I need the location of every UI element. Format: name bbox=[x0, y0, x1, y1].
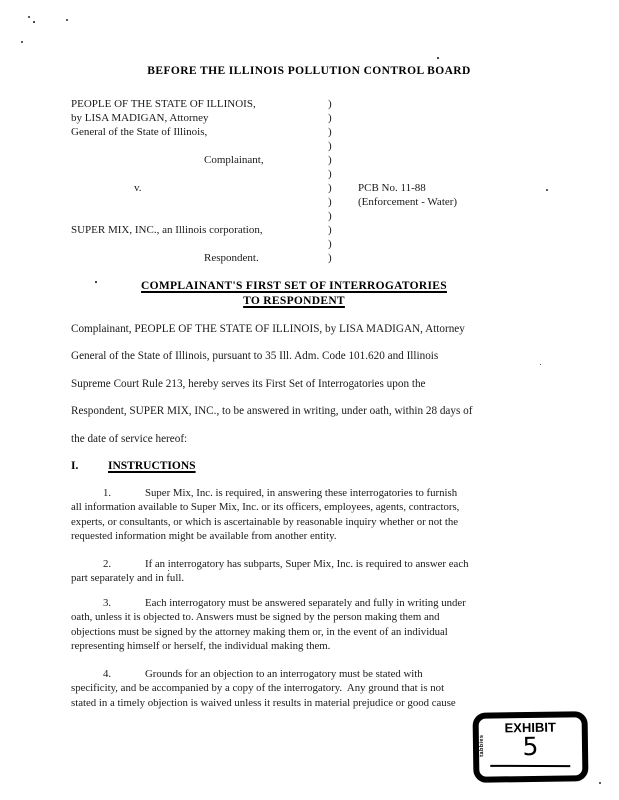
opening-paragraph bbox=[71, 316, 599, 453]
section-heading-instructions bbox=[71, 460, 196, 472]
caption-row bbox=[71, 181, 579, 195]
caption-paren: ) bbox=[328, 210, 332, 222]
caption-row bbox=[71, 139, 579, 153]
instruction-line: Super Mix, Inc. is required, in answering these interrogatories to furnish bbox=[145, 487, 458, 499]
instruction-line: requested information might be available from another entity. bbox=[71, 530, 337, 543]
instruction-paragraph-2 bbox=[71, 557, 599, 586]
exhibit-brand-text: tabbies bbox=[478, 734, 486, 757]
opening-line: Supreme Court Rule 213, hereby serves its First Set of Interrogatories upon the bbox=[71, 377, 426, 390]
scan-noise bbox=[437, 57, 439, 59]
instruction-line: representing himself or herself, the individual making them. bbox=[71, 640, 331, 653]
caption-row bbox=[71, 153, 579, 167]
caption-row bbox=[71, 195, 579, 209]
respondent-role: Respondent. bbox=[204, 252, 259, 264]
caption-row bbox=[71, 167, 579, 181]
document-title-line2: TO RESPONDENT bbox=[243, 294, 345, 307]
instruction-line: objections must be signed by the attorney making them or, in the event of an individual bbox=[71, 625, 448, 638]
scan-noise bbox=[28, 16, 30, 18]
exhibit-number: 5 bbox=[522, 731, 539, 762]
instruction-paragraph-4 bbox=[71, 667, 599, 710]
opening-line: General of the State of Illinois, pursuant to 35 Ill. Adm. Code 101.620 and Illinois bbox=[71, 350, 439, 363]
complainant-name-line: General of the State of Illinois, bbox=[71, 126, 208, 138]
section-number: I. bbox=[71, 460, 79, 472]
instruction-line: oath, unless it is objected to. Answers must be signed by the person making them and bbox=[71, 611, 440, 624]
scan-noise bbox=[21, 41, 23, 43]
complainant-name-line: PEOPLE OF THE STATE OF ILLINOIS, bbox=[71, 98, 256, 110]
caption-paren: ) bbox=[328, 224, 332, 236]
scan-noise bbox=[66, 19, 68, 21]
instruction-line: Each interrogatory must be answered separately and fully in writing under bbox=[145, 597, 466, 609]
caption-row bbox=[71, 125, 579, 139]
instruction-line: all information available to Super Mix, Inc. or its officers, employees, agents, contractors, bbox=[71, 501, 460, 514]
case-caption bbox=[71, 97, 579, 265]
instruction-paragraph-1 bbox=[71, 486, 599, 544]
exhibit-stamp bbox=[473, 711, 589, 783]
document-title-line1: COMPLAINANT'S FIRST SET OF INTERROGATORIES bbox=[141, 280, 447, 292]
instruction-paragraph-3 bbox=[71, 596, 599, 654]
caption-paren: ) bbox=[328, 98, 332, 110]
caption-row bbox=[71, 209, 579, 223]
scan-noise bbox=[33, 21, 35, 23]
section-title: INSTRUCTIONS bbox=[108, 460, 196, 472]
complainant-role: Complainant, bbox=[204, 154, 264, 166]
caption-paren: ) bbox=[328, 252, 332, 264]
instruction-line: stated in a timely objection is waived unless it results in material prejudice or good cause bbox=[71, 696, 456, 709]
caption-row bbox=[71, 97, 579, 111]
paragraph-number: 2. bbox=[103, 558, 112, 570]
scan-noise bbox=[599, 782, 601, 784]
paragraph-number: 1. bbox=[103, 487, 112, 499]
opening-line: Complainant, PEOPLE OF THE STATE OF ILLINOIS, by LISA MADIGAN, Attorney bbox=[71, 323, 465, 335]
caption-row bbox=[71, 237, 579, 251]
case-type: (Enforcement - Water) bbox=[358, 196, 458, 208]
case-number: PCB No. 11-88 bbox=[358, 182, 426, 194]
instruction-line: part separately and in full. bbox=[71, 572, 185, 585]
caption-paren: ) bbox=[328, 126, 332, 138]
court-header: BEFORE THE ILLINOIS POLLUTION CONTROL BOARD bbox=[147, 65, 471, 77]
caption-row bbox=[71, 111, 579, 125]
paragraph-number: 3. bbox=[103, 597, 112, 609]
caption-paren: ) bbox=[328, 168, 332, 180]
exhibit-underline bbox=[490, 765, 570, 767]
caption-row bbox=[71, 223, 579, 237]
caption-row bbox=[71, 251, 579, 265]
caption-paren: ) bbox=[328, 196, 332, 208]
exhibit-label: EXHIBIT bbox=[504, 719, 556, 736]
opening-line: the date of service hereof: bbox=[71, 432, 188, 445]
caption-paren: ) bbox=[328, 238, 332, 250]
complainant-name-line: by LISA MADIGAN, Attorney bbox=[71, 112, 209, 124]
caption-paren: ) bbox=[328, 112, 332, 124]
respondent-name-line: SUPER MIX, INC., an Illinois corporation, bbox=[71, 224, 263, 236]
opening-line: Respondent, SUPER MIX, INC., to be answered in writing, under oath, within 28 days of bbox=[71, 405, 473, 418]
instruction-line: If an interrogatory has subparts, Super Mix, Inc. is required to answer each bbox=[145, 558, 469, 570]
paragraph-number: 4. bbox=[103, 668, 112, 680]
instruction-line: Grounds for an objection to an interrogatory must be stated with bbox=[145, 668, 423, 680]
instruction-line: specificity, and be accompanied by a copy of the interrogatory. Any ground that is not bbox=[71, 682, 445, 695]
caption-paren: ) bbox=[328, 154, 332, 166]
document-title bbox=[71, 279, 517, 308]
caption-paren: ) bbox=[328, 140, 332, 152]
versus-mark: v. bbox=[134, 182, 142, 194]
instruction-line: experts, or consultants, or which is ascertainable by reasonable inquiry whether or not the bbox=[71, 515, 459, 528]
caption-paren: ) bbox=[328, 182, 332, 194]
